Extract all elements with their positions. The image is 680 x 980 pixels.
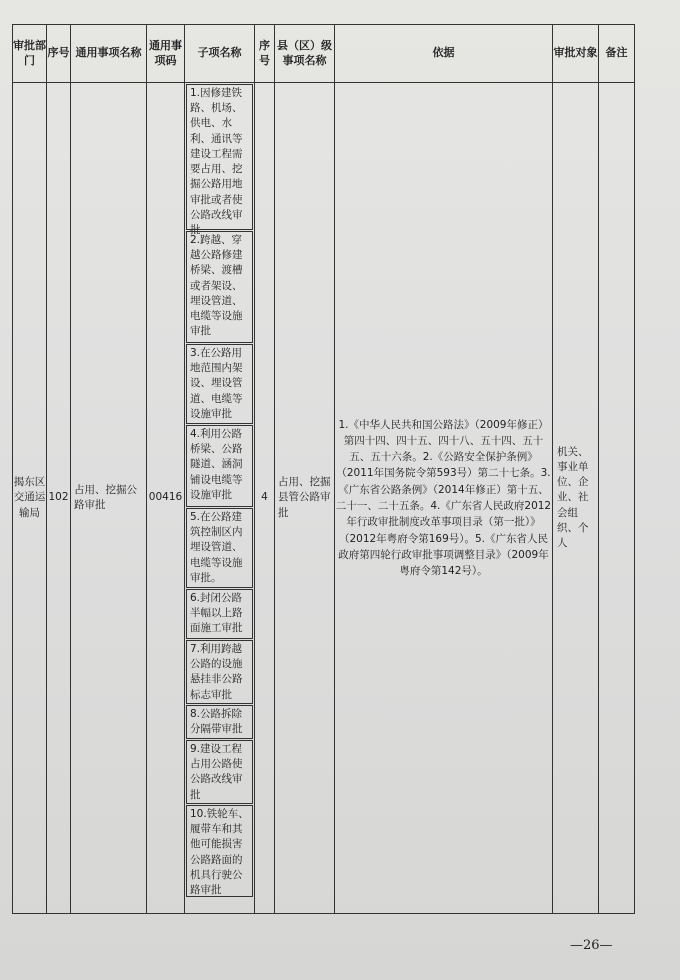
county-item-cell: 占用、挖掘县管公路审批 bbox=[275, 83, 335, 914]
sub-item-1: 1.因修建铁路、机场、供电、水利、通讯等建设工程需要占用、挖掘公路用地审批或者使公路改线审批 bbox=[186, 84, 253, 230]
sub-item-10: 10.铁轮车、履带车和其他可能损害公路路面的机具行驶公路审批 bbox=[186, 805, 253, 897]
header-common-item: 通用事项名称 bbox=[71, 25, 147, 83]
sub-seq-cell: 4 bbox=[255, 83, 275, 914]
header-row bbox=[13, 25, 635, 83]
sub-item-4: 4.利用公路桥梁、公路隧道、涵洞铺设电缆等设施审批 bbox=[186, 425, 253, 507]
header-target: 审批对象 bbox=[553, 25, 599, 83]
header-basis: 依据 bbox=[335, 25, 553, 83]
common-code-cell: 00416 bbox=[147, 83, 185, 914]
header-seq: 序号 bbox=[47, 25, 71, 83]
dept-cell: 揭东区交通运输局 bbox=[13, 83, 47, 914]
sub-item-9: 9.建设工程占用公路使公路改线审批 bbox=[186, 740, 253, 804]
header-dept: 审批部门 bbox=[13, 25, 47, 83]
sub-item-6: 6.封闭公路半幅以上路面施工审批 bbox=[186, 589, 253, 639]
header-county-item: 县（区）级事项名称 bbox=[275, 25, 335, 83]
sub-item-3: 3.在公路用地范围内架设、埋设管道、电缆等设施审批 bbox=[186, 344, 253, 424]
sub-items-cell bbox=[185, 83, 255, 914]
sub-item-8: 8.公路拆除分隔带审批 bbox=[186, 705, 253, 739]
common-item-cell: 占用、挖掘公路审批 bbox=[71, 83, 147, 914]
sub-item-2: 2.跨越、穿越公路修建桥梁、渡槽或者架设、埋设管道、电缆等设施审批 bbox=[186, 231, 253, 343]
sub-items-list bbox=[185, 83, 254, 913]
page-number: —26— bbox=[570, 938, 613, 953]
seq-cell: 102 bbox=[47, 83, 71, 914]
header-sub-item: 子项名称 bbox=[185, 25, 255, 83]
header-sub-seq: 序号 bbox=[255, 25, 275, 83]
header-remark: 备注 bbox=[599, 25, 635, 83]
approval-items-table bbox=[12, 24, 635, 914]
remark-cell bbox=[599, 83, 635, 914]
target-cell: 机关、事业单位、企业、社会组织、个人 bbox=[553, 83, 599, 914]
header-common-code: 通用事项码 bbox=[147, 25, 185, 83]
sub-item-7: 7.利用跨越公路的设施悬挂非公路标志审批 bbox=[186, 640, 253, 704]
sub-item-5: 5.在公路建筑控制区内埋设管道、电缆等设施审批。 bbox=[186, 508, 253, 588]
table-row bbox=[13, 83, 635, 914]
basis-cell: 1.《中华人民共和国公路法》（2009年修正）第四十四、四十五、四十八、五十四、五十五、五十六条。2.《公路安全保护条例》（2011年国务院令第593号）第二十七条。3.《广东省公路条例》（2014年修正）第十五、二十一、二十五条。4.《广东省人民政府2012年行政审批制度改革事项目录（第一批）》（2012年粤府令第169号）。5.《广东省人民政府第四轮行政审批事项调整目录》（2009年粤府令第142号）。 bbox=[335, 83, 553, 914]
